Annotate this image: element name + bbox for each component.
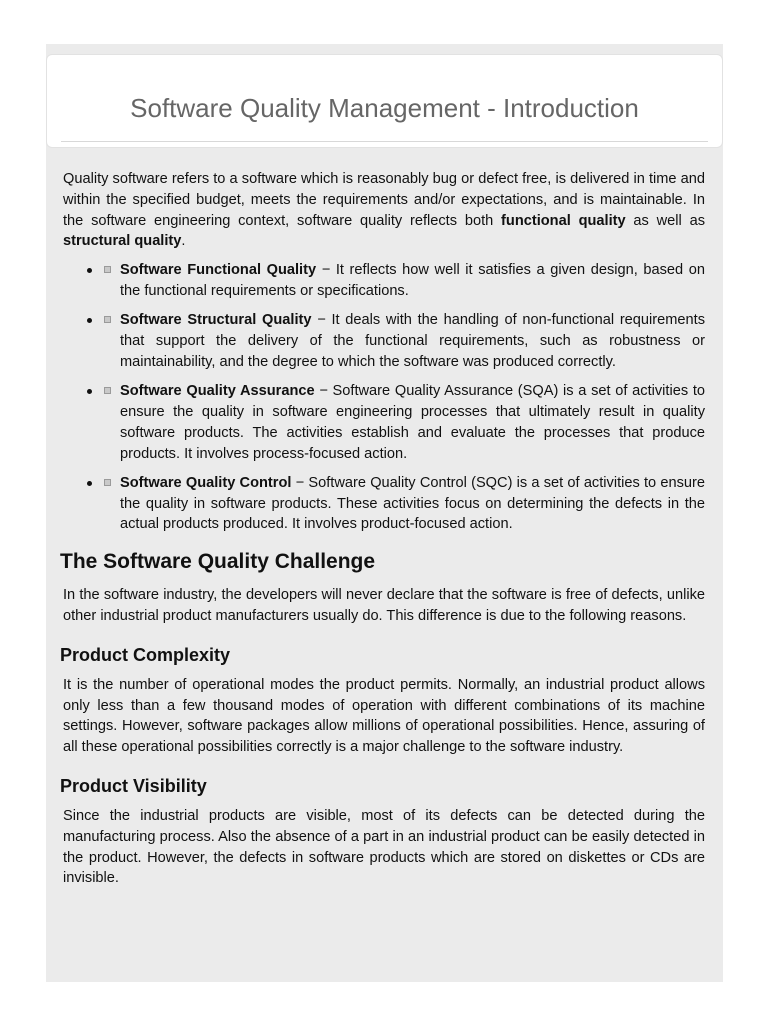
intro-bold-structural: structural quality <box>63 233 182 250</box>
list-item-text: − Software Quality Control (SQC) is a set of activities to ensure the quality in software products. These activities focus on determining the defects in the actual products produced. It involves product-focused action. <box>120 474 706 533</box>
bullet-square-icon <box>104 316 111 323</box>
challenge-paragraph: In the software industry, the developers will never declare that the software is free of defects, unlike other industrial product manufacturers usually do. This difference is due to the following reasons. <box>63 587 705 625</box>
list-item <box>63 310 705 372</box>
intro-paragraph <box>63 169 705 252</box>
article-content <box>60 169 706 889</box>
intro-text-3: . <box>181 233 186 250</box>
section-heading-challenge: The Software Quality Challenge <box>60 550 376 574</box>
visibility-paragraph: Since the industrial products are visible, most of its defects can be detected during the manufacturing process. Also the absence of a part in an industrial product can be easily detected in the product. However, the defects in software products which are stored on diskettes or CDs are invisible. <box>63 808 705 887</box>
bullet-dot-icon <box>87 318 92 323</box>
bullet-dot-icon <box>87 268 92 273</box>
bullet-square-icon <box>104 266 111 273</box>
bullet-dot-icon <box>87 481 92 486</box>
section-heading-complexity: Product Complexity <box>60 644 231 665</box>
bullet-square-icon <box>104 387 111 394</box>
list-item-term: Software Functional Quality <box>120 262 317 279</box>
intro-bold-functional: functional quality <box>501 212 626 229</box>
list-item <box>63 260 705 302</box>
page-container <box>46 44 723 982</box>
list-item-text: − It deals with the handling of non-functional requirements that support the delivery of the functional requirements, such as robustness or maintainability, and the degree to which the software was produced correctly. <box>120 312 705 370</box>
title-divider <box>61 141 708 142</box>
quality-types-list <box>63 260 705 535</box>
page-title: Software Quality Management - Introduction <box>130 93 639 123</box>
bullet-square-icon <box>104 479 111 486</box>
intro-text-2: as well as <box>625 212 705 229</box>
list-item <box>63 381 705 464</box>
list-item-term: Software Quality Control <box>120 474 292 491</box>
list-item-term: Software Structural Quality <box>120 312 312 329</box>
title-card <box>46 54 723 148</box>
section-heading-visibility: Product Visibility <box>60 776 207 797</box>
list-item-text: − It reflects how well it satisfies a given design, based on the functional requirements or specifications. <box>120 262 706 299</box>
bullet-dot-icon <box>87 389 92 394</box>
list-item <box>63 473 705 535</box>
list-item-term: Software Quality Assurance <box>120 383 315 400</box>
intro-text-1: Quality software refers to a software which is reasonably bug or defect free, is delivered in time and within the specified budget, meets the requirements and/or expectations, and is maintainable. In the software engineering context, software quality reflects both <box>63 171 705 229</box>
complexity-paragraph: It is the number of operational modes the product permits. Normally, an industrial product allows only less than a few thousand modes of operation with different combinations of its machine settings. However, software packages allow millions of operational possibilities. Hence, assuring of all these operational possibilities correctly is a major challenge to the software industry. <box>63 676 705 756</box>
list-item-text: − Software Quality Assurance (SQA) is a set of activities to ensure the quality in software engineering processes that ultimately result in quality software products. The activities establish and evaluate the processes that produce products. It involves process-focused action. <box>120 383 706 462</box>
